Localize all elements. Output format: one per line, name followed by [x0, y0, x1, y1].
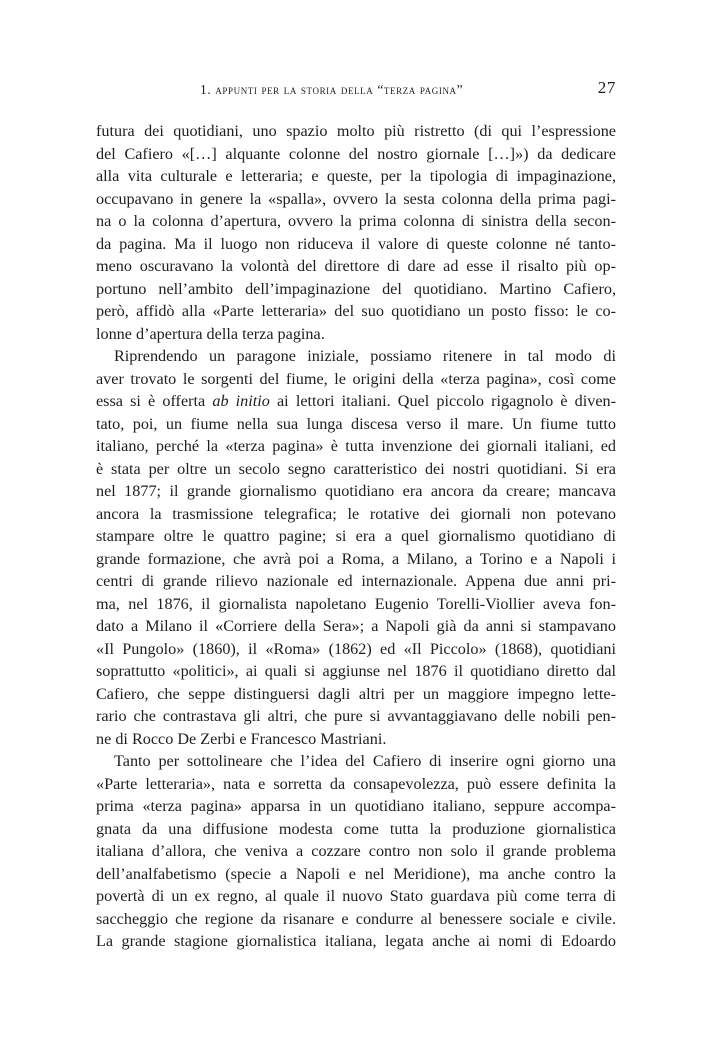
text-line: ancora la trasmissione telegrafica; le rotative dei giornali non potevano — [96, 504, 616, 523]
text-line: futura dei quotidiani, uno spazio molto più ristretto (di qui l’espressione — [96, 122, 616, 140]
text-line: grande formazione, che avrà poi a Roma, a Milano, a Torino e a Napoli i — [96, 549, 616, 568]
text-line: La grande stagione giornalistica italiana, legata anche ai nomi di Edoardo — [96, 932, 616, 950]
text-line: povertà di un ex regno, al quale il nuovo Stato guardava più come terra di — [96, 887, 616, 905]
text-line: tato, poi, un fiume nella sua lunga discesa verso il mare. Un fiume tutto — [96, 414, 616, 433]
text-line: Riprendendo un paragone iniziale, possiamo ritenere in tal modo di — [114, 347, 616, 365]
running-header — [96, 78, 616, 108]
text-line: ne di Rocco De Zerbi e Francesco Mastriani. — [96, 729, 387, 748]
book-page — [96, 78, 616, 953]
text-line: però, affidò alla «Parte letteraria» del suo quotidiano un posto fisso: le co- — [96, 302, 616, 320]
running-header-title: 1. appunti per la storia della “terza pagina” — [200, 82, 464, 97]
text-line: italiana d’allora, che veniva a cozzare contro non solo il grande problema — [96, 842, 616, 860]
page-number: 27 — [597, 78, 616, 97]
text-line: da pagina. Ma il luogo non riduceva il valore di queste colonne né tanto- — [96, 234, 616, 253]
text-line: del Cafiero «[…] alquante colonne del nostro giornale […]») da dedicare — [96, 144, 616, 163]
text-line: portuno nell’ambito dell’impaginazione del quotidiano. Martino Cafiero, — [96, 279, 616, 298]
italic-phrase: ab initio — [212, 392, 270, 410]
text-line: dell’analfabetismo (specie a Napoli e nel Meridione), ma anche contro la — [96, 864, 616, 883]
text-line: dato a Milano il «Corriere della Sera»; a Napoli già da anni si stampavano — [96, 617, 616, 635]
text-line: stampare oltre le quattro pagine; si era a quel giornalismo quotidiano di — [96, 527, 616, 545]
text-line: aver trovato le sorgenti del fiume, le origini della «terza pagina», così come — [96, 369, 616, 388]
text-line: «Parte letteraria», nata e sorretta da consapevolezza, può essere definita la — [96, 774, 616, 793]
text-line: gnata da una diffusione modesta come tutta la produzione giornalistica — [96, 819, 616, 838]
text-line: meno oscuravano la volontà del direttore di dare ad esse il risalto più op- — [96, 257, 616, 275]
text-line: soprattutto «politici», ai quali si aggiunse nel 1876 il quotidiano diretto dal — [96, 662, 616, 680]
text-line: Cafiero, che seppe distinguersi dagli altri per un maggiore impegno lette- — [96, 684, 616, 703]
text-line: è stata per oltre un secolo segno caratteristico dei nostri quotidiani. Si era — [96, 459, 616, 478]
text-line: rario che contrastava gli altri, che pure si avvantaggiavano delle nobili pen- — [96, 707, 616, 725]
body-text — [96, 120, 616, 953]
text-line: nel 1877; il grande giornalismo quotidiano era ancora da creare; mancava — [96, 482, 616, 500]
text-line: occupavano in genere la «spalla», ovvero la sesta colonna della prima pagi- — [96, 189, 616, 208]
text-line: centri di grande rilievo nazionale ed internazionale. Appena due anni pri- — [96, 572, 616, 590]
text-line: ma, nel 1876, il giornalista napoletano Eugenio Torelli-Viollier aveva fon- — [96, 594, 616, 613]
text-line: essa si è offerta ab initio ai lettori italiani. Quel piccolo rigagnolo è diven- — [96, 392, 616, 410]
text-line: «Il Pungolo» (1860), il «Roma» (1862) ed «Il Piccolo» (1868), quotidiani — [96, 639, 616, 658]
text-line: saccheggio che regione da risanare e condurre al benessere sociale e civile. — [96, 909, 616, 928]
text-line: lonne d’apertura della terza pagina. — [96, 324, 325, 343]
text-line: italiano, perché la «terza pagina» è tutta invenzione dei giornali italiani, ed — [96, 437, 616, 455]
text-line: prima «terza pagina» apparsa in un quotidiano italiano, seppure accompa- — [96, 797, 616, 815]
text-line: alla vita culturale e letteraria; e queste, per la tipologia di impaginazione, — [96, 167, 616, 185]
text-line: Tanto per sottolineare che l’idea del Cafiero di inserire ogni giorno una — [114, 752, 616, 770]
text-line: na o la colonna d’apertura, ovvero la prima colonna di sinistra della secon- — [96, 212, 616, 230]
